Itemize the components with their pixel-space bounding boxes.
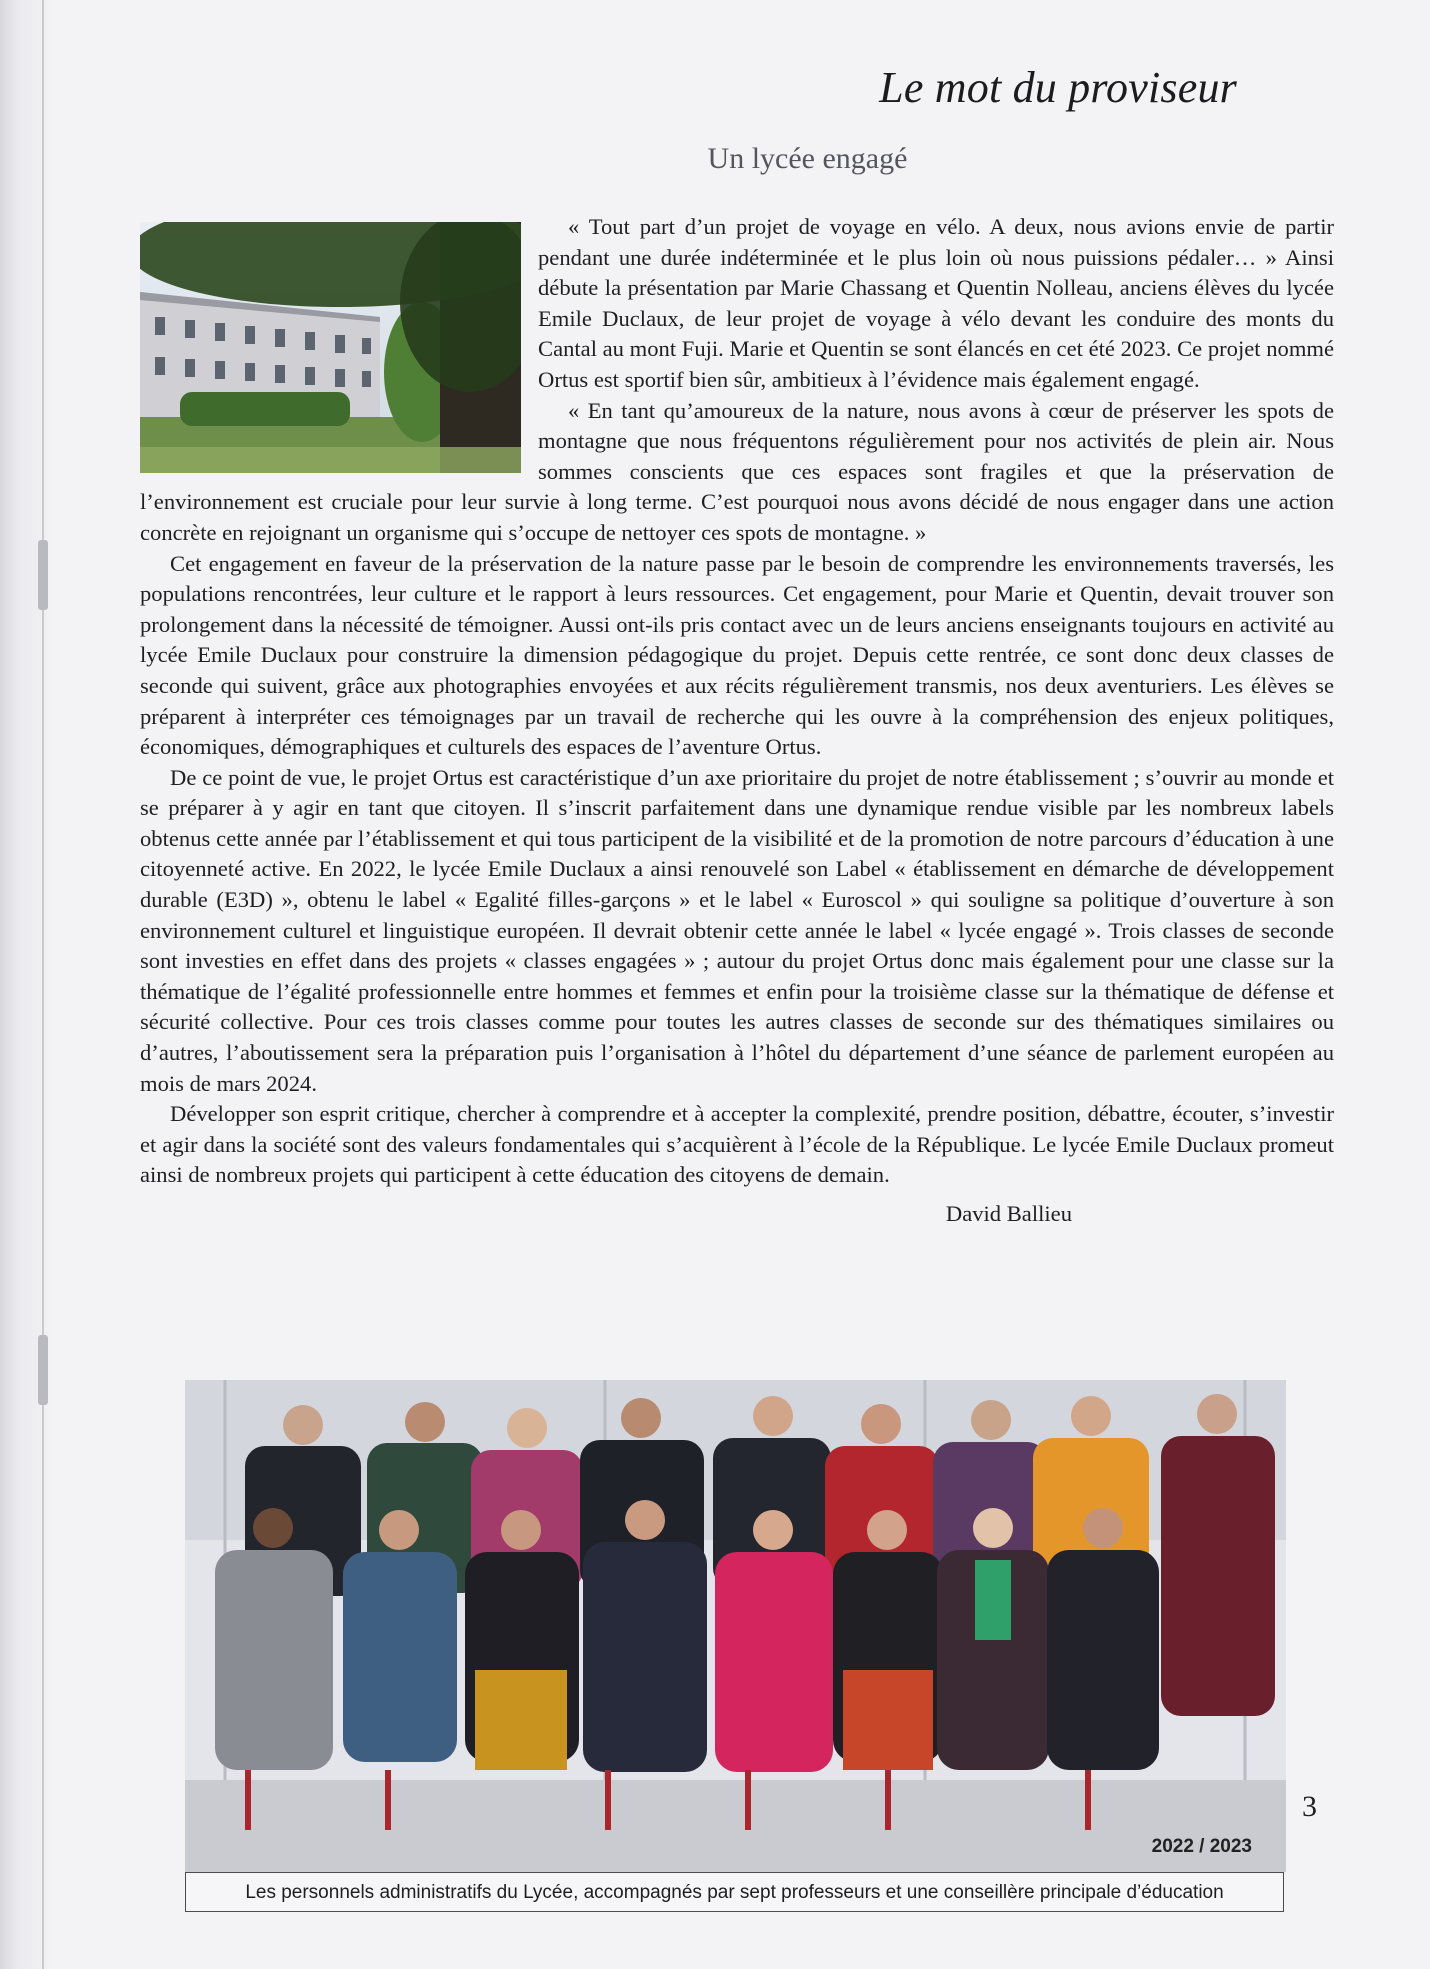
photo-caption: Les personnels administratifs du Lycée, accompagnés par sept professeurs et une conseillère principale d’éducation <box>185 1872 1284 1912</box>
paragraph: Cet engagement en faveur de la préservation de la nature passe par le besoin de comprendre les environnements traversés, les populations rencontrées, leur culture et le rapport à leurs ressources. Cet engagement, pour Marie et Quentin, devait trouver son prolongement dans la nécessité de témoigner. Aussi ont-ils pris contact avec un de leurs anciens enseignants toujours en activité au lycée Emile Duclaux pour construire la dimension pédagogique du projet. Depuis cette rentrée, ce sont donc deux classes de seconde qui suivent, grâce aux photographies envoyées et aux récits régulièrement transmis, nos deux aventuriers. Les élèves se préparent à interpréter ces témoignages par un travail de recherche qui les ouvre à la compréhension des enjeux politiques, économiques, démographiques et culturels des espaces de l’aventure Ortus. <box>140 550 1334 760</box>
staple <box>38 540 48 610</box>
group-illustration <box>185 1380 1286 1872</box>
year-label: 2022 / 2023 <box>1151 1836 1252 1857</box>
page-binding <box>0 0 56 1969</box>
section-title: Le mot du proviseur <box>879 63 1237 112</box>
article-title: Un lycée engagé <box>707 142 908 175</box>
paragraph: De ce point de vue, le projet Ortus est caractéristique d’un axe prioritaire du projet de notre établissement ; s’ouvrir au monde et se préparer à y agir en tant que citoyen. Il s’inscrit parfaitement dans une dynamique rendue visible par les nombreux labels obtenus cette année par l’établissement et qui tous participent de la visibilité et de la promotion de notre parcours d’éducation à une citoyenneté active. En 2022, le lycée Emile Duclaux a ainsi renouvelé son Label « établissement en démarche de développement durable (E3D) », obtenu le label « Egalité filles-garçons » et le label « Euroscol » qui souligne sa politique d’ouverture à son environnement culturel et linguistique européen. Il devrait obtenir cette année le label « lycée engagé ». Trois classes de seconde sont investies en effet dans des projets « classes engagées » ; autour du projet Ortus donc mais également pour une classe sur la thématique de l’égalité professionnelle entre hommes et femmes et enfin pour la troisième classe sur la thématique de défense et sécurité collective. Pour ces trois classes comme pour toutes les autres classes de seconde sur des thématiques similaires ou d’autres, l’aboutissement sera la préparation puis l’organisation à l’hôtel du département d’une séance de parlement européen au mois de mars 2024. <box>140 764 1334 1096</box>
paragraph: « En tant qu’amoureux de la nature, nous avons à cœur de préserver les spots de montagne que nous fréquentons régulièrement pour nos activités de plein air. Nous sommes conscients que ces espaces sont fragiles et que la préservation de l’environnement est cruciale pour leur survie à long terme. C’est pourquoi nous avons décidé de nous engager dans une action concrète en rejoignant un organisme qui s’occupe de nettoyer ces spots de montagne. » <box>140 397 1334 545</box>
binding-fold <box>42 0 44 1969</box>
paragraph: « Tout part d’un projet de voyage en vélo. A deux, nous avions envie de partir pendant une durée indéterminée et le plus loin où nous puissions pédaler… » Ainsi débute la présentation par Marie Chassang et Quentin Nolleau, anciens élèves du lycée Emile Duclaux, de leur projet de voyage à vélo devant les conduire des monts du Cantal au mont Fuji. Marie et Quentin se sont élancés en cet été 2023. Ce projet nommé Ortus est sportif bien sûr, ambitieux à l’évidence mais également engagé. <box>538 214 1334 392</box>
staple <box>38 1335 48 1405</box>
paragraph: Développer son esprit critique, chercher à comprendre et à accepter la complexité, prendre position, débattre, écouter, s’investir et agir dans la société sont des valeurs fondamentales qui s’acquièrent à l’école de la République. Le lycée Emile Duclaux promeut ainsi de nombreux projets qui participent à cette éducation des citoyens de demain. <box>140 1101 1334 1188</box>
signature: David Ballieu <box>945 1201 1072 1226</box>
staff-group-photo <box>185 1380 1286 1872</box>
article-body <box>140 212 1334 1230</box>
page-number: 3 <box>1302 1790 1317 1823</box>
